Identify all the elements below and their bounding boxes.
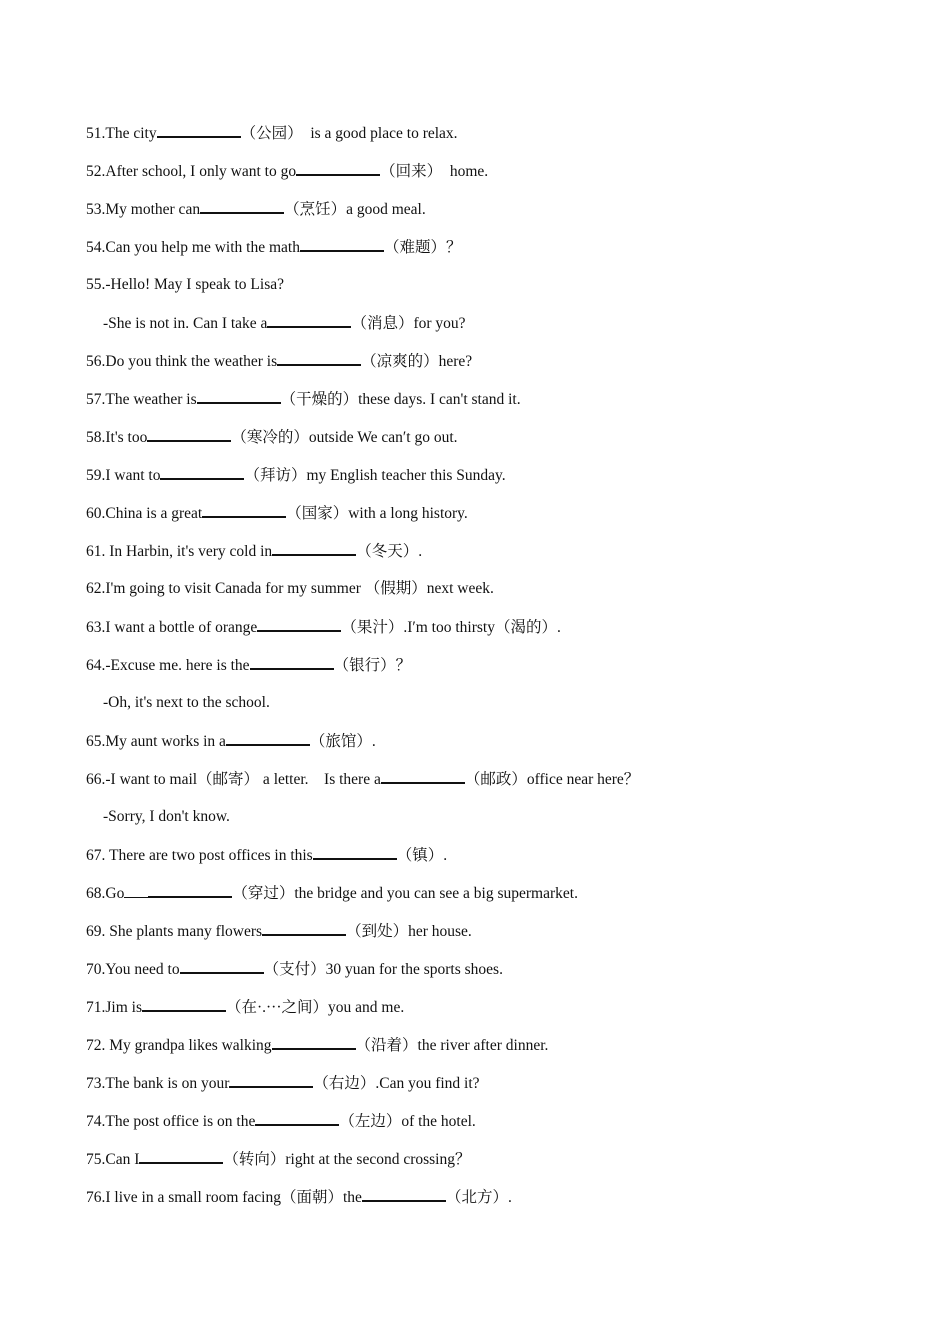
question-58: 58.It's too （寒冷的）outside We can′t go out. (86, 425, 458, 449)
answer-blank (272, 1033, 356, 1050)
answer-blank (160, 463, 244, 480)
question-76: 76.I live in a small room facing（面朝）the （北方）. (86, 1185, 512, 1209)
question-59: 59.I want to （拜访）my English teacher this Sunday. (86, 463, 506, 487)
answer-blank (180, 957, 264, 974)
question-64: 64.-Excuse me. here is the （银行）？ (86, 653, 411, 677)
question-57: 57.The weather is （干燥的）these days. I can't stand it. (86, 387, 521, 411)
answer-blank (267, 311, 351, 328)
answer-blank (381, 767, 465, 784)
question-63: 63.I want a bottle of orange （果汁）.I′m too thirsty（渴的）. (86, 615, 561, 639)
question-64-reply: -Oh, it's next to the school. (103, 694, 270, 711)
answer-blank (197, 387, 281, 404)
question-62: 62.I'm going to visit Canada for my summer （假期）next week. (86, 580, 494, 597)
answer-blank (157, 121, 241, 138)
question-55-reply: -She is not in. Can I take a （消息）for you? (103, 311, 466, 335)
answer-blank (139, 1147, 223, 1164)
question-65: 65.My aunt works in a （旅馆）. (86, 729, 376, 753)
question-72: 72. My grandpa likes walking （沿着）the river after dinner. (86, 1033, 548, 1057)
question-67: 67. There are two post offices in this （镇）. (86, 843, 447, 867)
answer-blank (272, 539, 356, 556)
question-66: 66.-I want to mail（邮寄） a letter. Is there a （邮政）office near here？ (86, 767, 639, 791)
question-73: 73.The bank is on your （右边）.Can you find it? (86, 1071, 480, 1095)
answer-blank (255, 1109, 339, 1126)
question-51: 51.The city （公园） is a good place to relax. (86, 121, 458, 145)
answer-blank (142, 995, 226, 1012)
question-68: 68.Go （穿过）the bridge and you can see a big supermarket. (86, 881, 578, 905)
question-54: 54.Can you help me with the math （难题）？ (86, 235, 461, 259)
answer-blank (229, 1071, 313, 1088)
question-52: 52.After school, I only want to go （回来） home. (86, 159, 488, 183)
question-66-reply: -Sorry, I don't know. (103, 808, 230, 825)
question-56: 56.Do you think the weather is （凉爽的）here? (86, 349, 472, 373)
answer-blank (147, 425, 231, 442)
answer-blank (257, 615, 341, 632)
question-69: 69. She plants many flowers （到处）her house. (86, 919, 472, 943)
answer-blank (200, 197, 284, 214)
answer-blank (313, 843, 397, 860)
answer-blank (250, 653, 334, 670)
question-60: 60.China is a great （国家）with a long history. (86, 501, 468, 525)
question-70: 70.You need to （支付）30 yuan for the sports shoes. (86, 957, 503, 981)
answer-blank (362, 1185, 446, 1202)
answer-blank-prefix (124, 882, 148, 898)
answer-blank (262, 919, 346, 936)
question-75: 75.Can I （转向）right at the second crossing？ (86, 1147, 471, 1171)
answer-blank (226, 729, 310, 746)
question-61: 61. In Harbin, it's very cold in （冬天）. (86, 539, 422, 563)
answer-blank (300, 235, 384, 252)
question-53: 53.My mother can （烹饪）a good meal. (86, 197, 426, 221)
question-74: 74.The post office is on the （左边）of the hotel. (86, 1109, 476, 1133)
answer-blank (148, 881, 232, 898)
answer-blank (202, 501, 286, 518)
question-55: 55.-Hello! May I speak to Lisa? (86, 276, 284, 293)
question-71: 71.Jim is （在·.···之间）you and me. (86, 995, 404, 1019)
answer-blank (277, 349, 361, 366)
answer-blank (296, 159, 380, 176)
